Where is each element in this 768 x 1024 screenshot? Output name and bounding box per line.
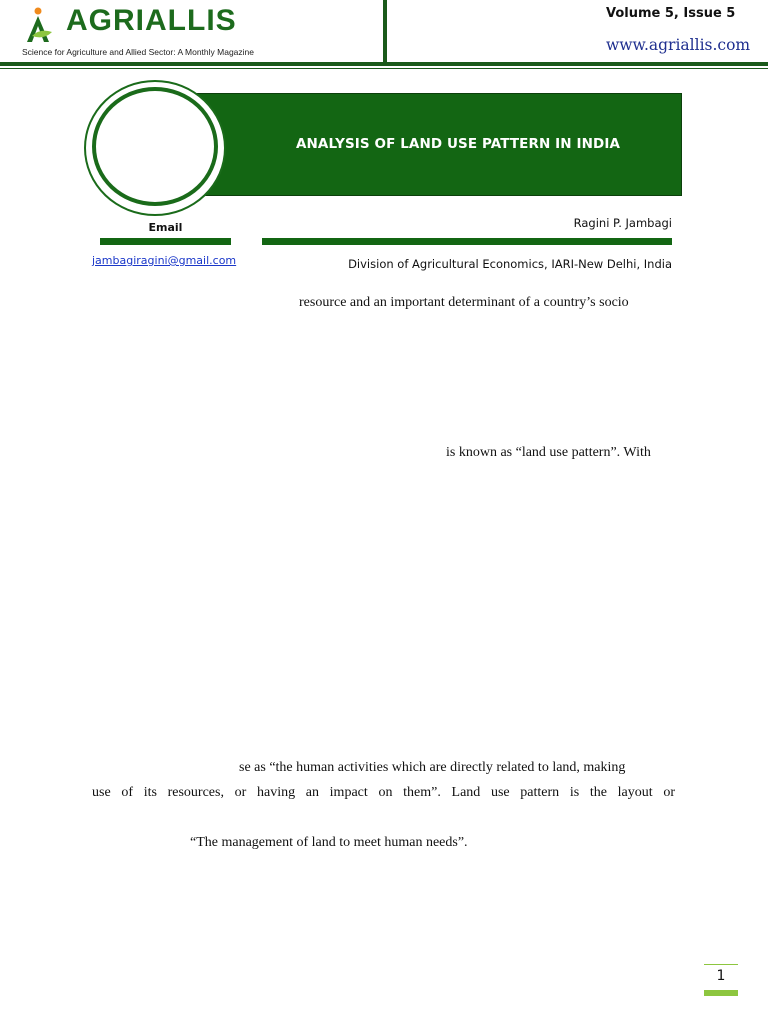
decorative-circle-inner [92, 87, 218, 206]
magazine-tagline: Science for Agriculture and Allied Sector: A Monthly Magazine [22, 47, 254, 57]
body-text-line: se as “the human activities which are directly related to land, making [239, 760, 626, 775]
body-text-line: use of its resources, or having an impact on them”. Land use pattern is the layout or [92, 785, 675, 800]
body-text-line: resource and an important determinant of a country’s socio [299, 295, 629, 310]
author-email-link[interactable]: jambagiragini@gmail.com [92, 254, 237, 267]
body-text-line: is known as “land use pattern”. With [446, 445, 651, 460]
author-underline-bar [262, 238, 672, 245]
header-rule-thin [0, 68, 768, 69]
author-name: Ragini P. Jambagi [573, 216, 672, 230]
page-number: 1 [716, 968, 726, 984]
volume-issue: Volume 5, Issue 5 [606, 6, 736, 21]
header-divider-vertical [383, 0, 387, 64]
page-number-rule-top [704, 964, 738, 965]
body-text-quote: “The management of land to meet human needs”. [190, 835, 468, 850]
page-number-bar [704, 990, 738, 996]
website-link[interactable]: www.agriallis.com [606, 36, 751, 54]
email-underline-bar [100, 238, 231, 245]
header-rule [0, 62, 768, 66]
email-label: Email [148, 221, 183, 234]
author-affiliation: Division of Agricultural Economics, IARI-New Delhi, India [348, 257, 672, 271]
logo-wordmark: AGRIALLIS [66, 4, 237, 37]
article-title: ANALYSIS OF LAND USE PATTERN IN INDIA [295, 135, 620, 152]
agriallis-logo-icon [24, 6, 58, 46]
